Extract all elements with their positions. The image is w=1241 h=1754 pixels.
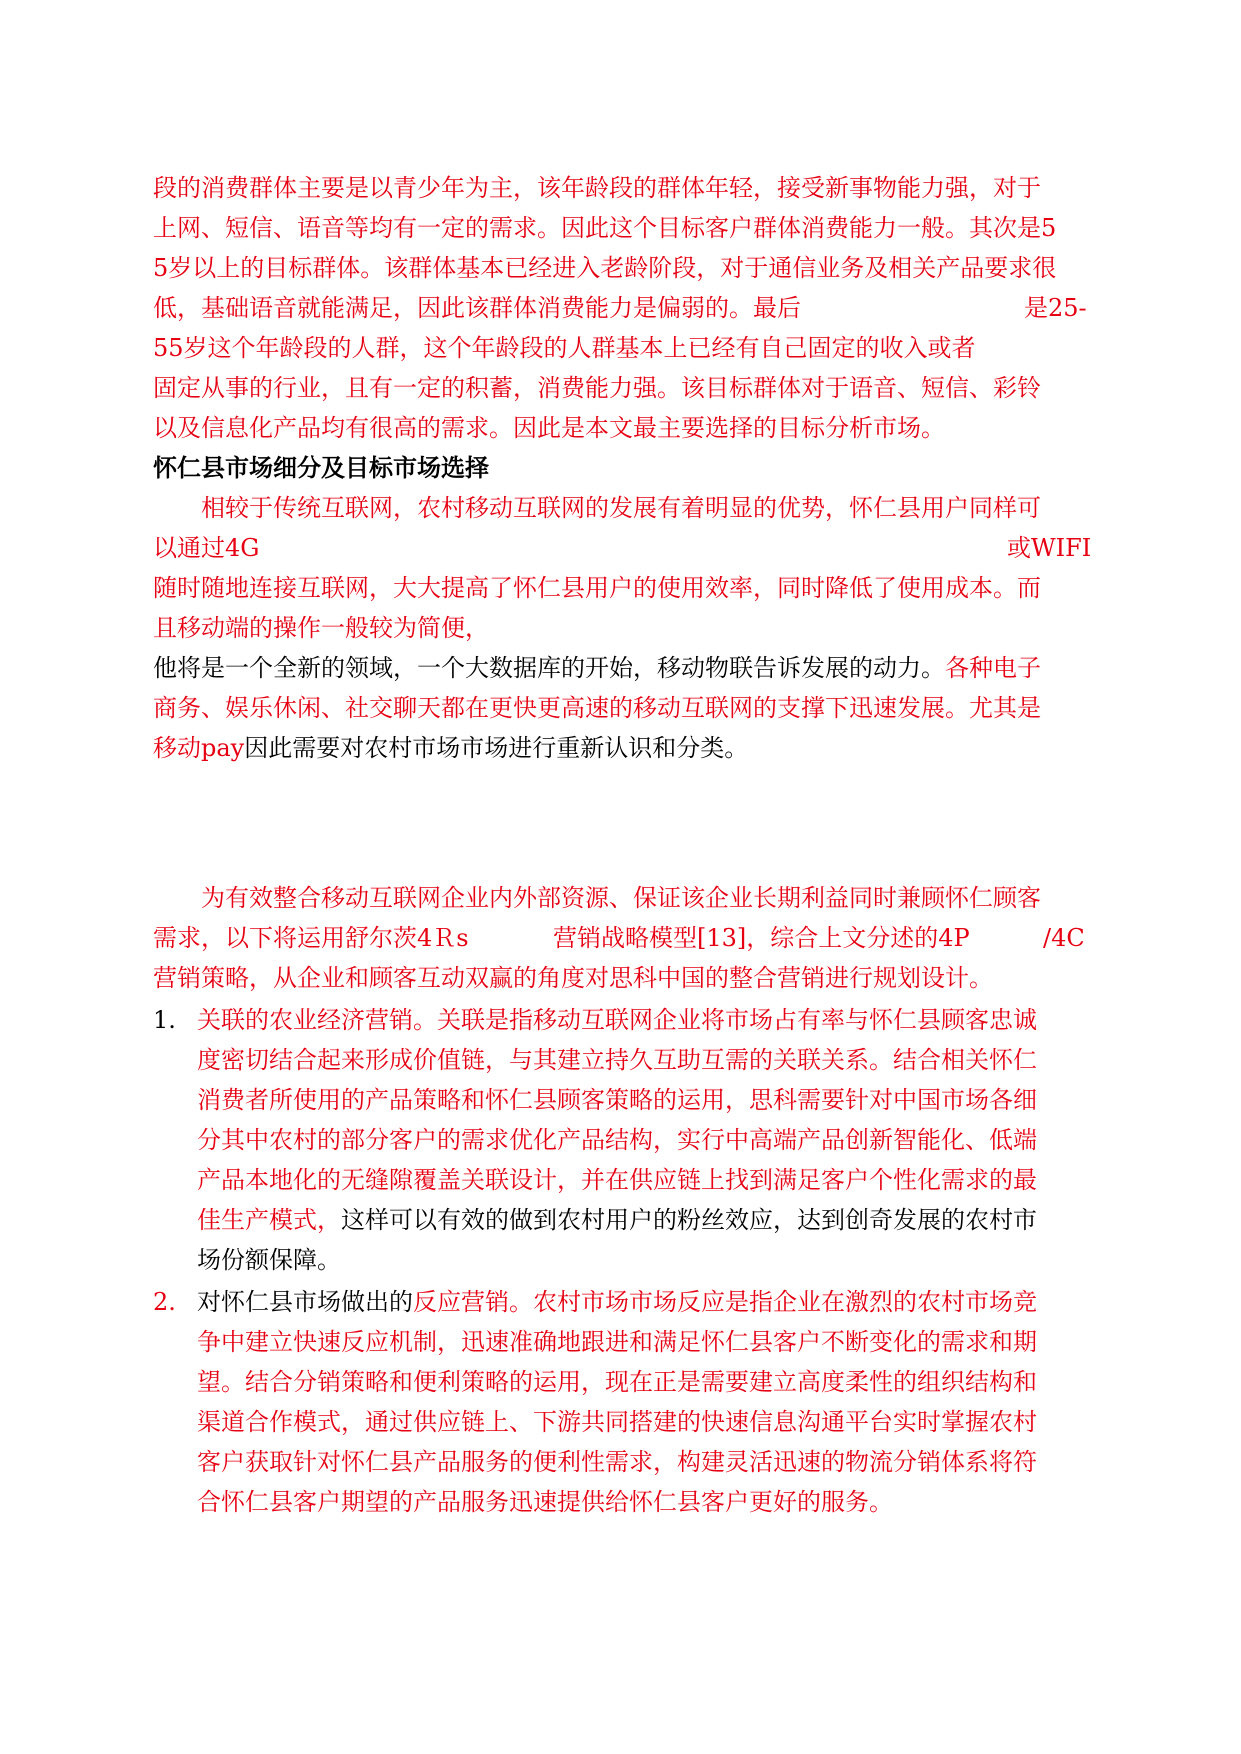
list-item-2-line6: 合怀仁县客户期望的产品服务迅速提供给怀仁县客户更好的服务。 — [197, 1488, 893, 1516]
list-item-1-line6 — [197, 1200, 1037, 1240]
para3-line3: 营销策略，从企业和顾客互动双赢的角度对思科中国的整合营销进行规划设计。 — [153, 964, 993, 992]
list-item-1-line3: 消费者所使用的产品策略和怀仁县顾客策略的运用，思科需要针对中国市场各细 — [197, 1086, 1037, 1114]
list-item-2-line4: 渠道合作模式，通过供应链上、下游共同搭建的快速信息沟通平台实时掌握农村 — [197, 1408, 1037, 1436]
para2-line4: 且移动端的操作一般较为简便， — [153, 614, 489, 642]
list-item-1-number: 1. — [153, 1006, 176, 1034]
list-item-2-line5: 客户获取针对怀仁县产品服务的便利性需求，构建灵活迅速的物流分销体系将符 — [197, 1448, 1037, 1476]
para3-line2b: 营销战略模型[13]，综合上文分述的4P — [553, 924, 970, 952]
para1-line7: 以及信息化产品均有很高的需求。因此是本文最主要选择的目标分析市场。 — [153, 414, 945, 442]
para1-line5: 55岁这个年龄段的人群，这个年龄段的人群基本上已经有自己固定的收入或者 — [153, 334, 976, 362]
para2-line3: 随时随地连接互联网，大大提高了怀仁县用户的使用效率，同时降低了使用成本。而 — [153, 574, 1041, 602]
list-item-2-number: 2. — [153, 1288, 176, 1316]
list-item-1-line7: 场份额保障。 — [197, 1246, 341, 1274]
para3-line2a: 需求，以下将运用舒尔茨4Ｒs — [153, 924, 469, 952]
para2-line2a: 以通过4G — [153, 534, 260, 562]
para3-line2c: /4C — [1043, 924, 1085, 952]
para3-line1: 为有效整合移动互联网企业内外部资源、保证该企业长期利益同时兼顾怀仁顾客 — [201, 884, 1041, 912]
list-item-1-line5: 产品本地化的无缝隙覆盖关联设计，并在供应链上找到满足客户个性化需求的最 — [197, 1166, 1037, 1194]
list-item-2-line1a: 对怀仁县市场做出的 — [197, 1288, 413, 1316]
para2-line7 — [153, 728, 748, 768]
para2-line5 — [153, 648, 1041, 688]
para1-line3: 5岁以上的目标群体。该群体基本已经进入老龄阶段，对于通信业务及相关产品要求很 — [153, 254, 1057, 282]
para2-line5a: 他将是一个全新的领域，一个大数据库的开始，移动物联告诉发展的动力。 — [153, 654, 945, 682]
list-item-2-line3: 望。结合分销策略和便利策略的运用，现在正是需要建立高度柔性的组织结构和 — [197, 1368, 1037, 1396]
list-item-2-line1b: 反应营销。农村市场市场反应是指企业在激烈的农村市场竞 — [413, 1288, 1037, 1316]
para2-line2b: 或WIFI — [1007, 534, 1092, 562]
para1-line6: 固定从事的行业，且有一定的积蓄，消费能力强。该目标群体对于语音、短信、彩铃 — [153, 374, 1041, 402]
para2-line6: 商务、娱乐休闲、社交聊天都在更快更高速的移动互联网的支撑下迅速发展。尤其是 — [153, 694, 1041, 722]
list-item-2-line1 — [197, 1282, 1037, 1322]
list-item-1-line4: 分其中农村的部分客户的需求优化产品结构，实行中高端产品创新智能化、低端 — [197, 1126, 1037, 1154]
list-item-1-line1: 关联的农业经济营销。关联是指移动互联网企业将市场占有率与怀仁县顾客忠诚 — [197, 1006, 1037, 1034]
para2-line1: 相较于传统互联网，农村移动互联网的发展有着明显的优势，怀仁县用户同样可 — [201, 494, 1041, 522]
list-item-1-line2: 度密切结合起来形成价值链，与其建立持久互助互需的关联关系。结合相关怀仁 — [197, 1046, 1037, 1074]
para1-line2: 上网、短信、语音等均有一定的需求。因此这个目标客户群体消费能力一般。其次是5 — [153, 214, 1057, 242]
list-item-2-line2: 争中建立快速反应机制，迅速准确地跟进和满足怀仁县客户不断变化的需求和期 — [197, 1328, 1037, 1356]
section-heading: 怀仁县市场细分及目标市场选择 — [153, 453, 489, 482]
list-item-1-line6b: 这样可以有效的做到农村用户的粉丝效应，达到创奇发展的农村市 — [341, 1206, 1037, 1234]
para1-line4b: 是25- — [1024, 294, 1087, 322]
para2-line7b: 因此需要对农村市场市场进行重新认识和分类。 — [244, 734, 749, 762]
para2-line5b: 各种电子 — [945, 654, 1041, 682]
list-item-1-line6a: 佳生产模式， — [197, 1206, 341, 1234]
para1-line1: 段的消费群体主要是以青少年为主，该年龄段的群体年轻，接受新事物能力强，对于 — [153, 174, 1041, 202]
para2-line7a: 移动pay — [153, 734, 245, 762]
para1-line4a: 低，基础语音就能满足，因此该群体消费能力是偏弱的。最后 — [153, 294, 801, 322]
